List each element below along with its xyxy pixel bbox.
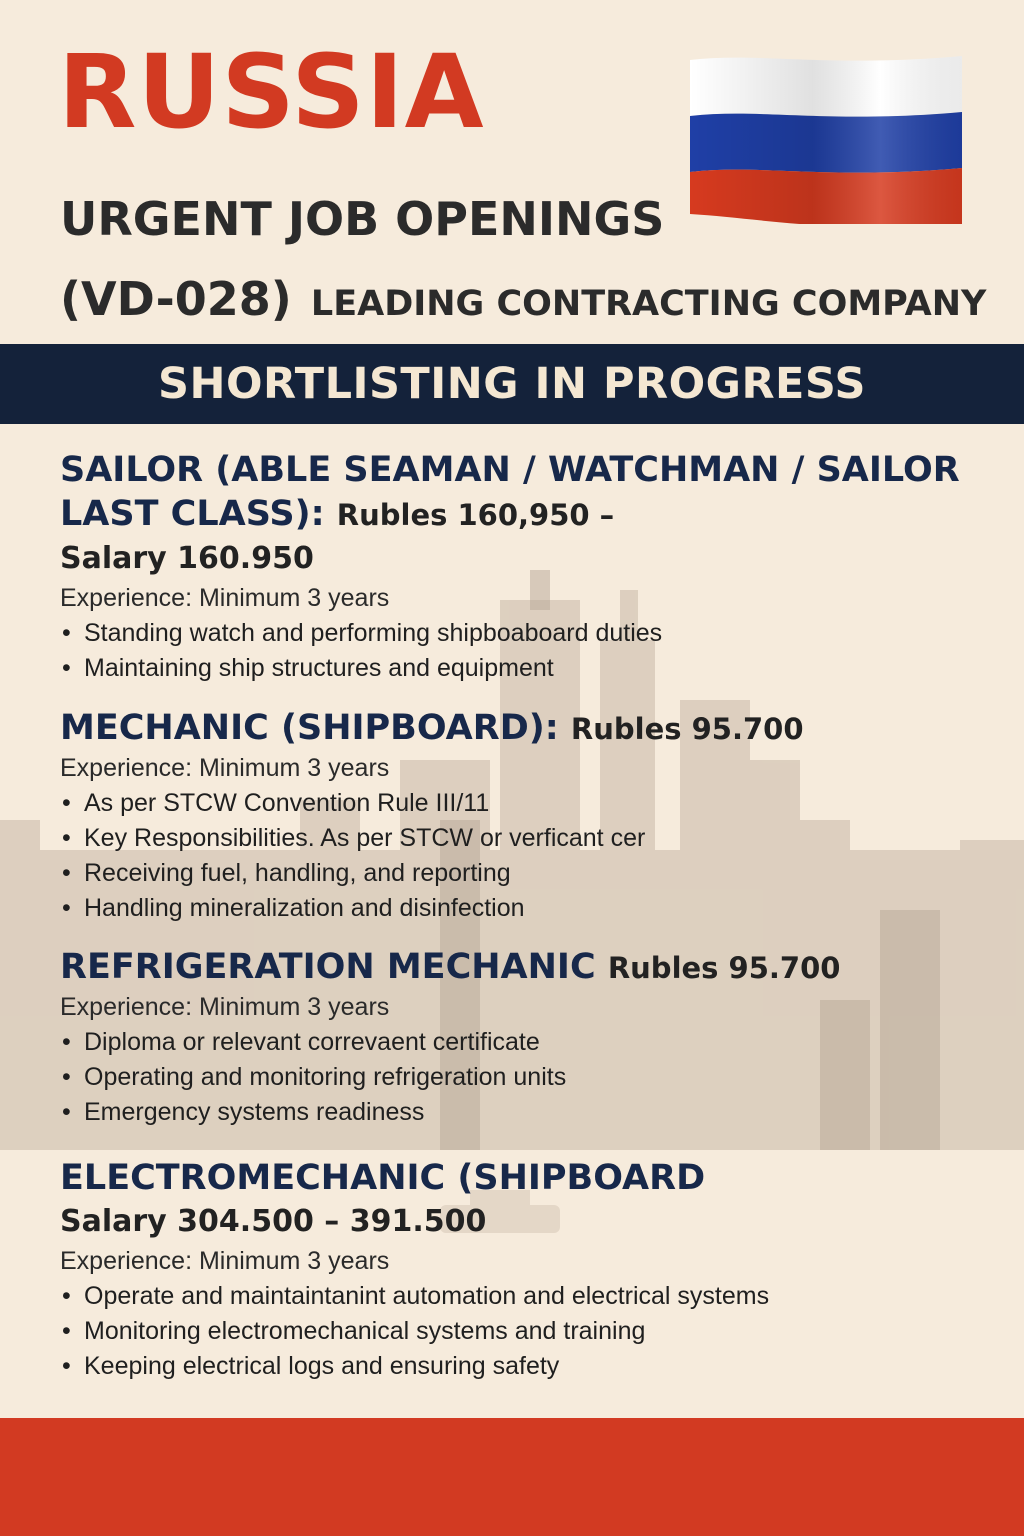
job-experience: Experience: Minimum 3 years bbox=[60, 1247, 390, 1275]
job-duties bbox=[60, 616, 960, 686]
duty-item: • Emergency systems readiness bbox=[60, 1095, 960, 1130]
urgent-openings-heading: URGENT JOB OPENINGS bbox=[60, 192, 665, 246]
footer-bar bbox=[0, 1418, 1024, 1536]
duty-item: • Key Responsibilities. As per STCW or verficant cer bbox=[60, 821, 960, 856]
job-title: SAILOR (ABLE SEAMAN / WATCHMAN / SAILOR LAST CLASS): Rubles 160,950 – bbox=[60, 450, 960, 534]
job-electromechanic bbox=[60, 1156, 960, 1384]
duty-item: • Operate and maintaintanint automation and electrical systems bbox=[60, 1279, 960, 1314]
duty-item: • Keeping electrical logs and ensuring safety bbox=[60, 1349, 960, 1384]
job-experience: Experience: Minimum 3 years bbox=[60, 584, 390, 612]
job-duties bbox=[60, 786, 960, 926]
job-experience: Experience: Minimum 3 years bbox=[60, 754, 390, 782]
duty-item: • Maintaining ship structures and equipment bbox=[60, 651, 960, 686]
reference-line bbox=[60, 272, 986, 326]
banner-text: SHORTLISTING IN PROGRESS bbox=[158, 359, 866, 409]
duty-item: • Handling mineralization and disinfection bbox=[60, 891, 960, 926]
reference-code: (VD-028) bbox=[60, 272, 292, 326]
job-salary: Salary 160.950 bbox=[60, 541, 314, 576]
duty-item: • Standing watch and performing shipboaboard duties bbox=[60, 616, 960, 651]
job-duties bbox=[60, 1279, 960, 1384]
shortlisting-banner bbox=[0, 344, 1024, 424]
job-experience: Experience: Minimum 3 years bbox=[60, 993, 390, 1021]
job-refrigeration-mechanic bbox=[60, 945, 960, 1130]
poster-title: RUSSIA bbox=[58, 33, 485, 152]
russian-flag-icon bbox=[690, 56, 962, 224]
company-name: LEADING CONTRACTING COMPANY bbox=[310, 284, 987, 324]
job-salary: Salary 304.500 – 391.500 bbox=[60, 1204, 487, 1239]
job-sailor bbox=[60, 448, 960, 686]
job-salary-inline: Rubles 95.700 bbox=[607, 951, 841, 985]
job-title: REFRIGERATION MECHANIC Rubles 95.700 bbox=[60, 947, 841, 987]
job-salary-inline: Rubles 160,950 – bbox=[336, 498, 615, 532]
job-title: MECHANIC (SHIPBOARD): Rubles 95.700 bbox=[60, 708, 804, 748]
job-mechanic bbox=[60, 706, 960, 926]
duty-item: • As per STCW Convention Rule III/11 bbox=[60, 786, 960, 821]
duty-item: • Diploma or relevant correvaent certificate bbox=[60, 1025, 960, 1060]
duty-item: • Monitoring electromechanical systems and training bbox=[60, 1314, 960, 1349]
duty-item: • Operating and monitoring refrigeration units bbox=[60, 1060, 960, 1095]
duty-item: • Receiving fuel, handling, and reporting bbox=[60, 856, 960, 891]
job-duties bbox=[60, 1025, 960, 1130]
job-salary-inline: Rubles 95.700 bbox=[570, 712, 804, 746]
job-title: ELECTROMECHANIC (SHIPBOARD bbox=[60, 1158, 706, 1198]
